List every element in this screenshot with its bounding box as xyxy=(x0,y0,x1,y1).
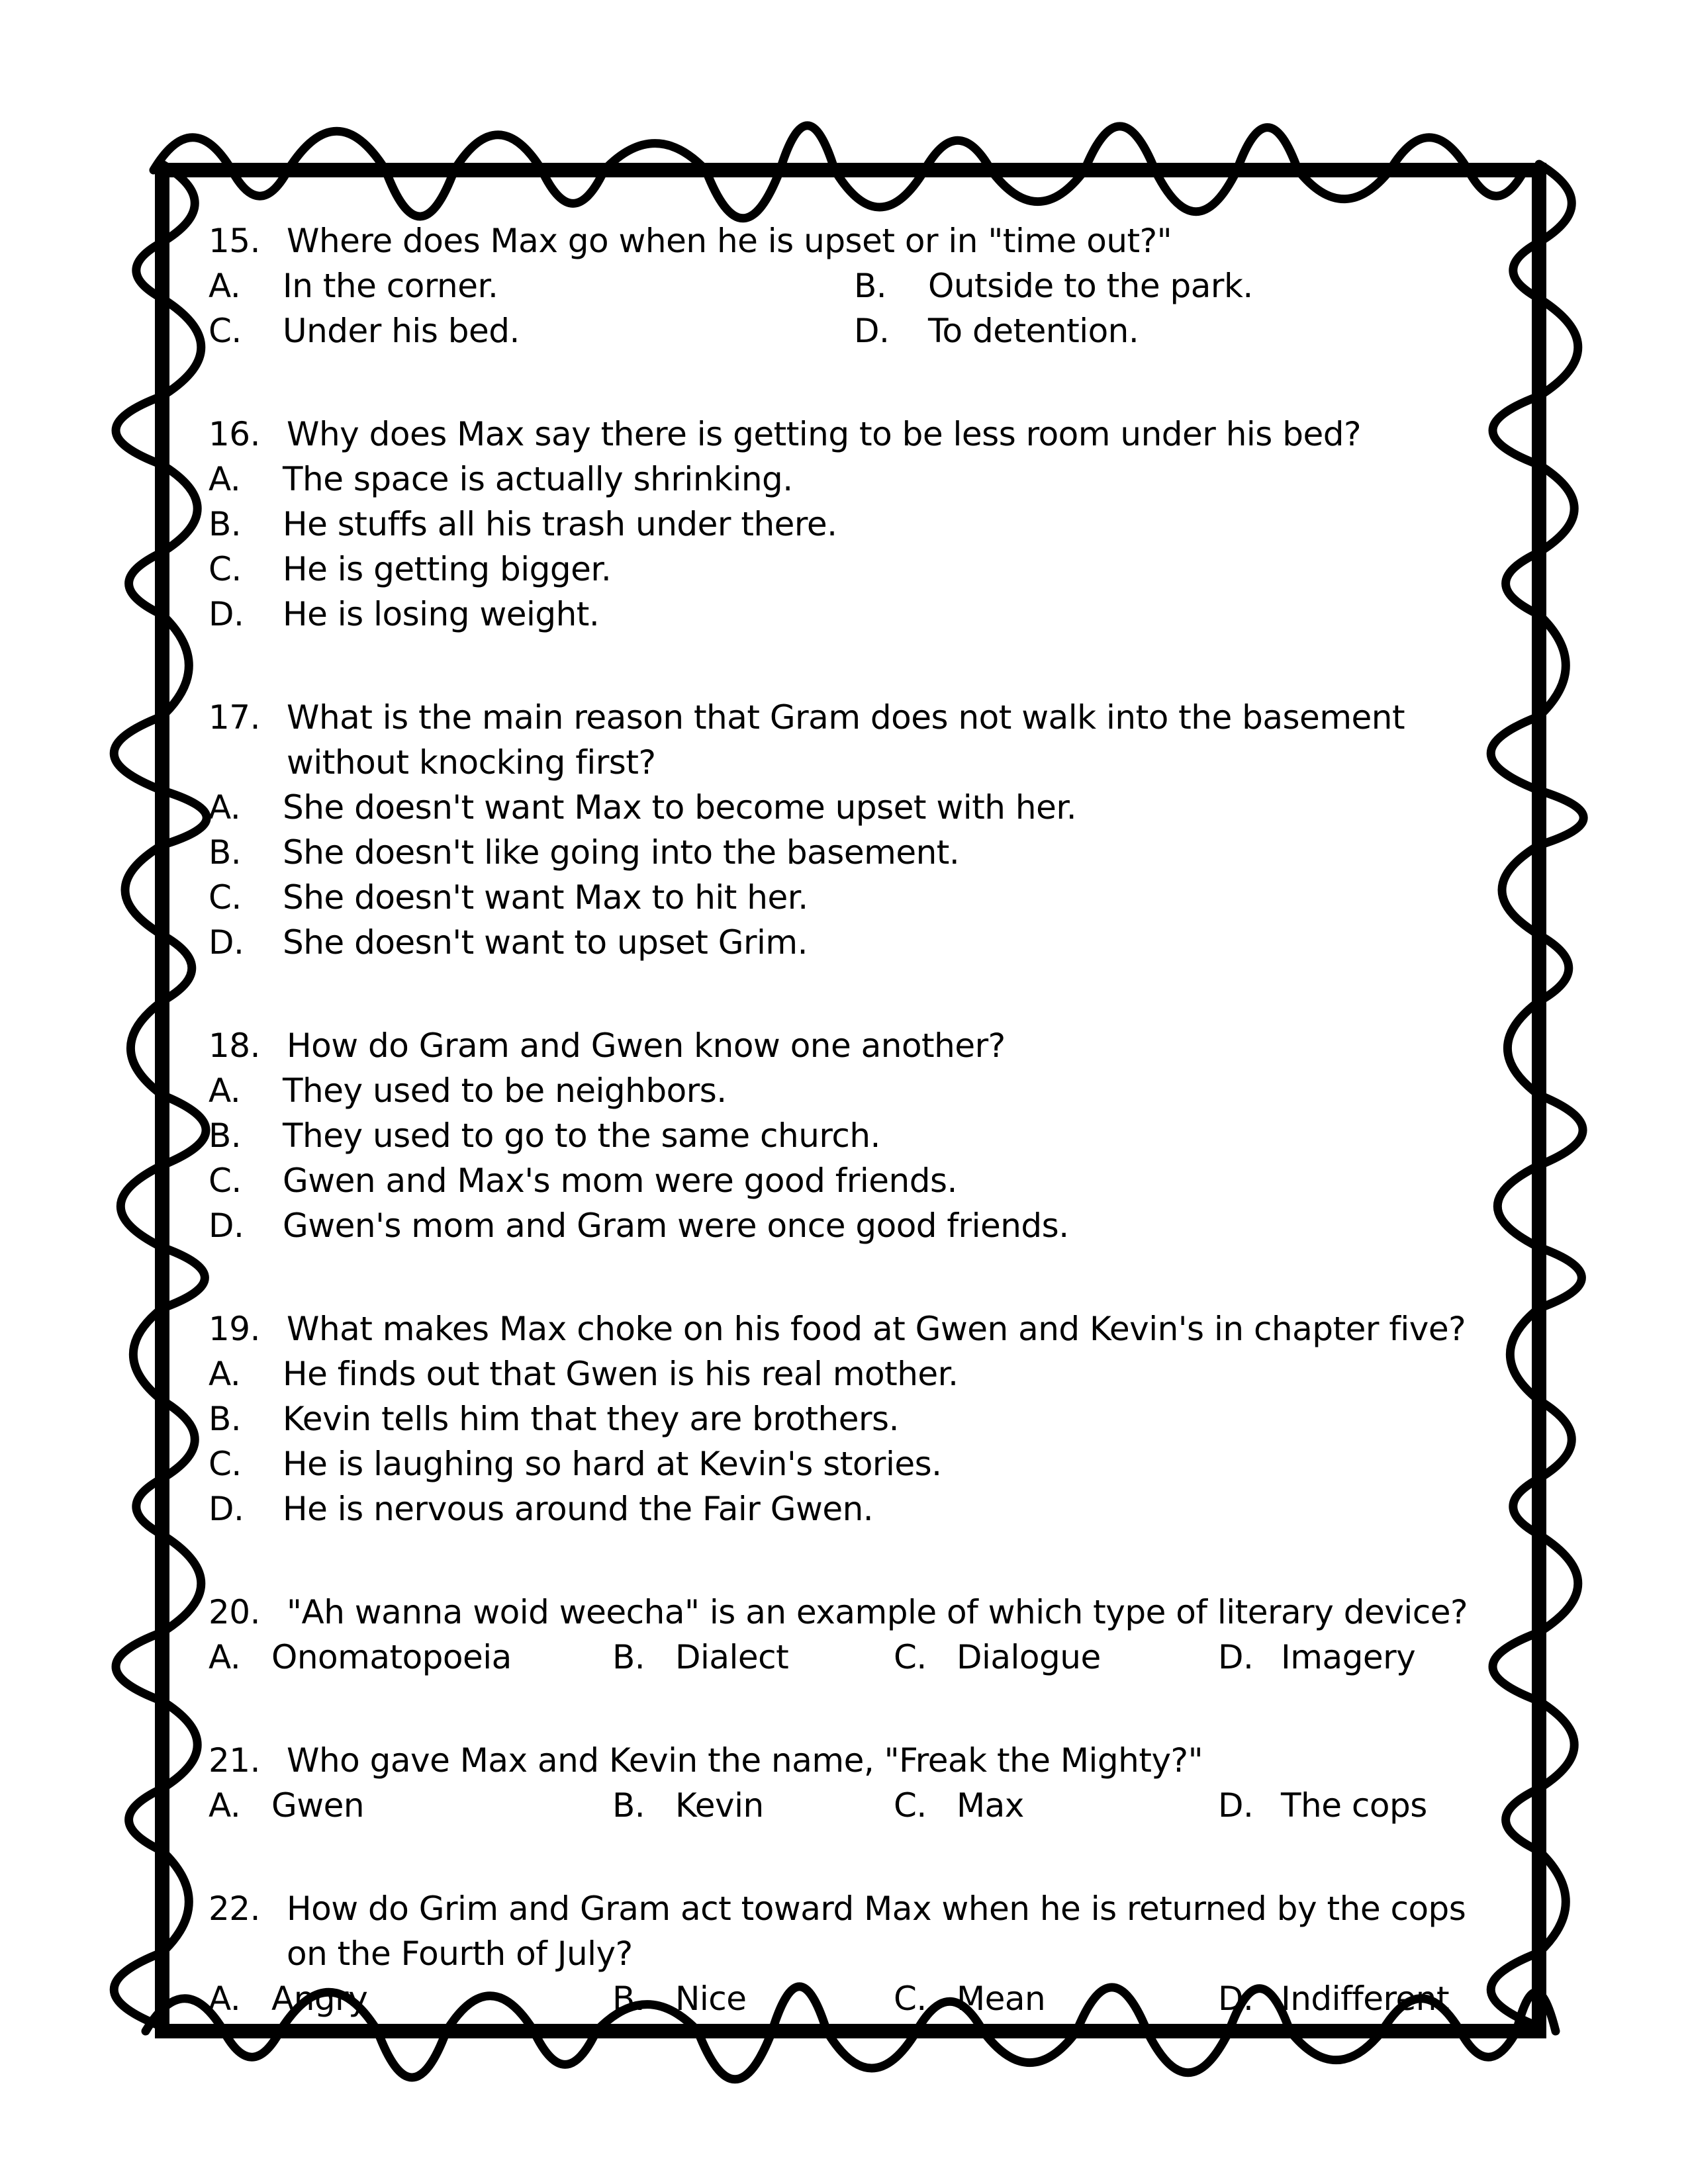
question-text: "Ah wanna woid weecha" is an example of which type of literary device? xyxy=(287,1593,1468,1631)
question-16 xyxy=(209,412,1466,637)
option-label: C. xyxy=(209,1445,242,1483)
option-text: He is losing weight. xyxy=(283,595,600,633)
option-text: He finds out that Gwen is his real mother. xyxy=(283,1355,959,1393)
question-prompt xyxy=(209,695,1466,785)
options-group xyxy=(209,1635,1466,1680)
option-a xyxy=(209,785,1466,830)
option-a xyxy=(209,1635,612,1680)
question-number: 21. xyxy=(209,1741,261,1780)
option-text: To detention. xyxy=(928,312,1139,350)
option-c xyxy=(209,1158,1466,1203)
question-number: 19. xyxy=(209,1310,261,1348)
option-label: C. xyxy=(894,1786,927,1825)
option-label: A. xyxy=(209,1071,241,1110)
option-label: B. xyxy=(209,505,242,543)
option-label: B. xyxy=(209,833,242,872)
option-text: She doesn't like going into the basement. xyxy=(283,833,960,872)
question-21 xyxy=(209,1738,1466,1828)
option-label: C. xyxy=(209,1161,242,1200)
option-c xyxy=(209,1441,1466,1486)
option-b xyxy=(209,1396,1466,1441)
option-text: Dialect xyxy=(675,1638,789,1676)
question-text: What is the main reason that Gram does not walk into the basement xyxy=(287,698,1405,737)
option-text: Outside to the park. xyxy=(928,267,1253,305)
question-22 xyxy=(209,1886,1466,2021)
option-text: He is laughing so hard at Kevin's stories. xyxy=(283,1445,942,1483)
option-label: A. xyxy=(209,1638,241,1676)
option-d xyxy=(209,592,1466,637)
option-text: She doesn't want to upset Grim. xyxy=(283,923,808,962)
option-b xyxy=(209,830,1466,875)
option-label: C. xyxy=(209,312,242,350)
question-text: How do Gram and Gwen know one another? xyxy=(287,1026,1006,1065)
option-label: B. xyxy=(209,1400,242,1438)
option-c xyxy=(209,308,854,353)
option-d xyxy=(1218,1635,1466,1680)
option-text: He stuffs all his trash under there. xyxy=(283,505,837,543)
option-label: B. xyxy=(612,1786,645,1825)
question-prompt xyxy=(209,218,1466,263)
option-b xyxy=(854,263,1466,308)
option-d xyxy=(1218,1783,1466,1828)
option-label: A. xyxy=(209,1355,241,1393)
question-text: Where does Max go when he is upset or in "time out?" xyxy=(287,222,1172,260)
option-text: Dialogue xyxy=(957,1638,1101,1676)
option-label: B. xyxy=(854,267,887,305)
option-c xyxy=(894,1635,1218,1680)
question-prompt xyxy=(209,1306,1466,1351)
question-20 xyxy=(209,1590,1466,1680)
option-label: C. xyxy=(209,878,242,917)
option-label: B. xyxy=(209,1116,242,1155)
option-text: Angry xyxy=(271,1979,368,2018)
option-b xyxy=(612,1783,894,1828)
option-text: They used to be neighbors. xyxy=(283,1071,727,1110)
option-text: The cops xyxy=(1281,1786,1427,1825)
question-prompt xyxy=(209,1590,1466,1635)
option-a xyxy=(209,1351,1466,1396)
question-number: 22. xyxy=(209,1889,261,1928)
option-d xyxy=(209,1486,1466,1531)
question-prompt xyxy=(209,1886,1466,1976)
question-prompt xyxy=(209,1738,1466,1783)
option-text: In the corner. xyxy=(283,267,498,305)
option-label: A. xyxy=(209,460,241,498)
option-text: She doesn't want Max to hit her. xyxy=(283,878,808,917)
option-label: C. xyxy=(209,550,242,588)
options-group xyxy=(209,1783,1466,1828)
option-label: B. xyxy=(612,1638,645,1676)
option-text: She doesn't want Max to become upset with her. xyxy=(283,788,1077,827)
option-text: Gwen xyxy=(271,1786,365,1825)
option-b xyxy=(209,1113,1466,1158)
question-text: Why does Max say there is getting to be less room under his bed? xyxy=(287,415,1362,453)
options-group xyxy=(209,1351,1466,1531)
option-c xyxy=(209,875,1466,920)
option-d xyxy=(1218,1976,1466,2021)
option-a xyxy=(209,457,1466,502)
option-text: Imagery xyxy=(1281,1638,1416,1676)
options-group xyxy=(209,1976,1466,2021)
option-text: Gwen and Max's mom were good friends. xyxy=(283,1161,957,1200)
options-group xyxy=(209,1068,1466,1248)
option-text: Nice xyxy=(675,1979,747,2018)
options-group xyxy=(209,263,1466,353)
option-text: Indifferent xyxy=(1281,1979,1450,2018)
option-text: Gwen's mom and Gram were once good friends. xyxy=(283,1206,1069,1245)
option-d xyxy=(209,1203,1466,1248)
option-label: A. xyxy=(209,788,241,827)
worksheet-page xyxy=(209,218,1466,2079)
question-text-line2: without knocking first? xyxy=(287,743,656,782)
option-label: C. xyxy=(894,1638,927,1676)
option-text: He is getting bigger. xyxy=(283,550,612,588)
option-text: The space is actually shrinking. xyxy=(283,460,793,498)
option-label: A. xyxy=(209,267,241,305)
option-a xyxy=(209,263,854,308)
option-text: Kevin xyxy=(675,1786,764,1825)
option-text: He is nervous around the Fair Gwen. xyxy=(283,1490,874,1528)
question-19 xyxy=(209,1306,1466,1531)
question-text: How do Grim and Gram act toward Max when he is returned by the cops xyxy=(287,1889,1466,1928)
question-17 xyxy=(209,695,1466,965)
option-label: D. xyxy=(209,1206,244,1245)
option-label: D. xyxy=(209,595,244,633)
option-c xyxy=(894,1976,1218,2021)
option-text: Onomatopoeia xyxy=(271,1638,512,1676)
question-number: 20. xyxy=(209,1593,261,1631)
option-label: D. xyxy=(1218,1786,1254,1825)
option-label: A. xyxy=(209,1786,241,1825)
option-label: C. xyxy=(894,1979,927,2018)
option-label: D. xyxy=(1218,1638,1254,1676)
option-c xyxy=(209,547,1466,592)
question-prompt xyxy=(209,1023,1466,1068)
option-text: Mean xyxy=(957,1979,1046,2018)
question-number: 18. xyxy=(209,1026,261,1065)
option-d xyxy=(209,920,1466,965)
question-text: What makes Max choke on his food at Gwen and Kevin's in chapter five? xyxy=(287,1310,1466,1348)
question-prompt xyxy=(209,412,1466,457)
option-text: Under his bed. xyxy=(283,312,520,350)
question-number: 15. xyxy=(209,222,261,260)
option-label: D. xyxy=(209,1490,244,1528)
option-label: B. xyxy=(612,1979,645,2018)
option-label: D. xyxy=(209,923,244,962)
option-text: Max xyxy=(957,1786,1024,1825)
question-15 xyxy=(209,218,1466,353)
question-18 xyxy=(209,1023,1466,1248)
option-d xyxy=(854,308,1466,353)
option-text: Kevin tells him that they are brothers. xyxy=(283,1400,899,1438)
option-a xyxy=(209,1783,612,1828)
option-b xyxy=(209,502,1466,547)
options-group xyxy=(209,785,1466,965)
option-label: A. xyxy=(209,1979,241,2018)
option-b xyxy=(612,1976,894,2021)
question-text-line2: on the Fourth of July? xyxy=(287,1934,633,1973)
option-a xyxy=(209,1976,612,2021)
option-a xyxy=(209,1068,1466,1113)
option-label: D. xyxy=(1218,1979,1254,2018)
option-label: D. xyxy=(854,312,890,350)
question-number: 17. xyxy=(209,698,261,737)
options-group xyxy=(209,457,1466,637)
option-text: They used to go to the same church. xyxy=(283,1116,880,1155)
option-c xyxy=(894,1783,1218,1828)
question-number: 16. xyxy=(209,415,261,453)
option-b xyxy=(612,1635,894,1680)
question-text: Who gave Max and Kevin the name, "Freak the Mighty?" xyxy=(287,1741,1203,1780)
